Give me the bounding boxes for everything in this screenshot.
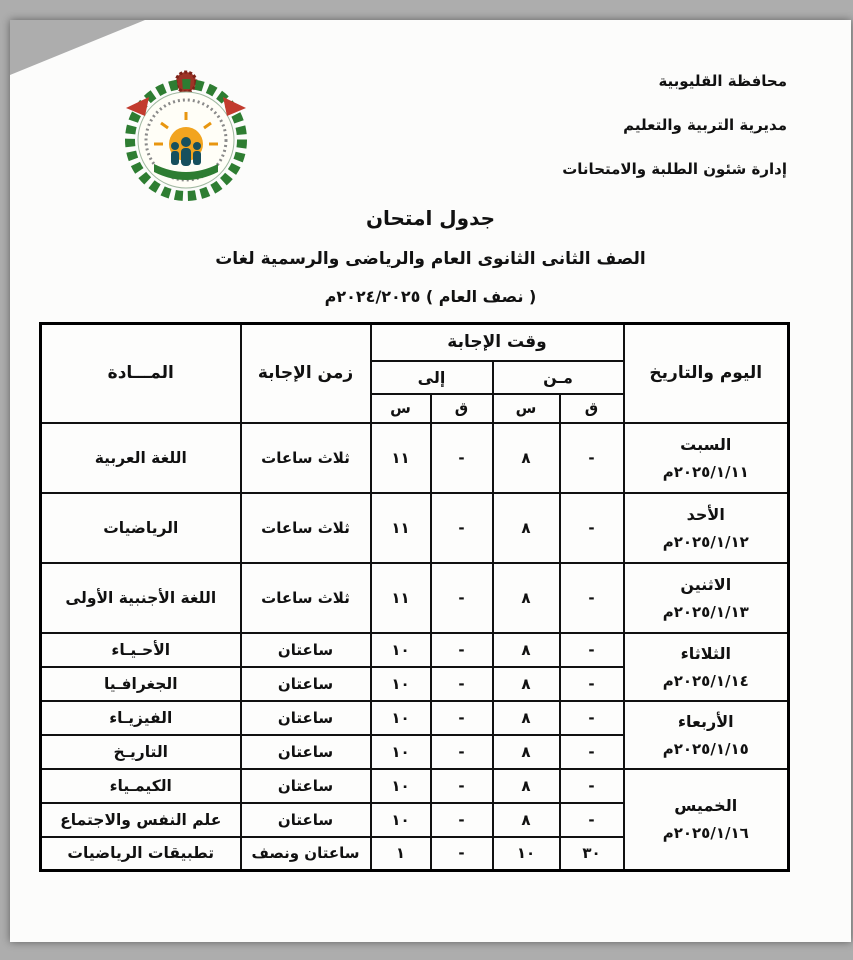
day-date-cell <box>624 633 789 701</box>
to-hours-cell: ١٠ <box>371 803 431 837</box>
to-minutes-cell: - <box>431 667 493 701</box>
duration-cell: ساعتان <box>241 803 371 837</box>
header-from: مـن <box>493 361 624 394</box>
day-date-cell <box>624 769 789 871</box>
to-hours-cell: ١٠ <box>371 735 431 769</box>
from-hours-cell: ٨ <box>493 735 560 769</box>
to-hours-cell: ١٠ <box>371 701 431 735</box>
from-hours-cell: ٨ <box>493 563 560 633</box>
exam-row <box>41 493 789 563</box>
duration-cell: ساعتان <box>241 701 371 735</box>
subject-cell: الفيزيـاء <box>41 701 241 735</box>
day-name: الخميس <box>674 796 738 816</box>
day-date-cell <box>624 423 789 493</box>
day-date: ٢٠٢٥/١/١٥م <box>662 739 749 758</box>
from-minutes-cell: ٣٠ <box>560 837 624 871</box>
document-page <box>10 20 851 942</box>
day-date: ٢٠٢٥/١/١٦م <box>662 824 749 843</box>
day-name: الثلاثاء <box>680 643 731 663</box>
from-minutes-cell: - <box>560 563 624 633</box>
to-minutes-cell: - <box>431 803 493 837</box>
from-minutes-cell: - <box>560 423 624 493</box>
from-minutes-cell: - <box>560 493 624 563</box>
from-minutes-cell: - <box>560 701 624 735</box>
from-minutes-cell: - <box>560 633 624 667</box>
from-minutes-cell: - <box>560 803 624 837</box>
exam-schedule-title: جدول امتحان <box>365 206 496 230</box>
day-date-cell <box>624 563 789 633</box>
header-to-minutes: ق <box>431 394 493 423</box>
subject-cell: التاريـخ <box>41 735 241 769</box>
duration-cell: ساعتان ونصف <box>241 837 371 871</box>
exam-row <box>41 701 789 735</box>
to-hours-cell: ١ <box>371 837 431 871</box>
to-minutes-cell: - <box>431 769 493 803</box>
logo-graphic <box>95 62 275 210</box>
header-answer-time: وقت الإجابة <box>371 324 624 361</box>
from-hours-cell: ٨ <box>493 423 560 493</box>
from-minutes-cell: - <box>560 735 624 769</box>
exam-row <box>41 423 789 493</box>
day-name: الأربعاء <box>677 711 734 731</box>
duration-cell: ساعتان <box>241 769 371 803</box>
to-hours-cell: ١٠ <box>371 667 431 701</box>
header-duration: زمن الإجابة <box>241 324 371 423</box>
term-and-year-line: ( نصف العام ) ٢٠٢٤/٢٠٢٥م <box>324 287 537 306</box>
org-line-governorate: محافظة القليوبية <box>658 72 787 90</box>
to-hours-cell: ١١ <box>371 423 431 493</box>
exam-row <box>41 769 789 803</box>
document-header <box>10 20 851 200</box>
subject-cell: اللغة العربية <box>41 423 241 493</box>
education-directorate-logo <box>95 62 275 210</box>
from-minutes-cell: - <box>560 667 624 701</box>
to-hours-cell: ١١ <box>371 563 431 633</box>
day-date-cell <box>624 701 789 769</box>
header-to-hours: س <box>371 394 431 423</box>
day-date: ٢٠٢٥/١/١٣م <box>662 602 749 621</box>
subject-cell: اللغة الأجنبية الأولى <box>41 563 241 633</box>
exam-grade-subtitle: الصف الثانى الثانوى العام والرياضى والرسمية لغات <box>215 249 646 269</box>
org-line-administration: إدارة شئون الطلبة والامتحانات <box>562 160 787 178</box>
exam-table-body <box>41 423 789 871</box>
subject-cell: علم النفس والاجتماع <box>41 803 241 837</box>
to-minutes-cell: - <box>431 701 493 735</box>
subject-cell: الجغرافـيا <box>41 667 241 701</box>
exam-schedule-table <box>39 322 790 872</box>
to-minutes-cell: - <box>431 423 493 493</box>
day-date: ٢٠٢٥/١/١٢م <box>662 532 749 551</box>
header-day-date: اليوم والتاريخ <box>624 324 789 423</box>
day-name: الأحد <box>686 504 725 524</box>
day-name: السبت <box>680 434 732 454</box>
to-minutes-cell: - <box>431 735 493 769</box>
from-hours-cell: ٨ <box>493 769 560 803</box>
header-from-minutes: ق <box>560 394 624 423</box>
header-to: إلى <box>371 361 493 394</box>
from-hours-cell: ٨ <box>493 633 560 667</box>
duration-cell: ساعتان <box>241 735 371 769</box>
duration-cell: ثلاث ساعات <box>241 563 371 633</box>
subject-cell: الكيمـياء <box>41 769 241 803</box>
duration-cell: ساعتان <box>241 633 371 667</box>
to-minutes-cell: - <box>431 633 493 667</box>
exam-row <box>41 563 789 633</box>
from-hours-cell: ٨ <box>493 493 560 563</box>
exam-row <box>41 633 789 667</box>
to-minutes-cell: - <box>431 563 493 633</box>
to-minutes-cell: - <box>431 493 493 563</box>
from-hours-cell: ٨ <box>493 667 560 701</box>
day-name: الاثنين <box>680 574 732 594</box>
duration-cell: ساعتان <box>241 667 371 701</box>
from-hours-cell: ٨ <box>493 803 560 837</box>
day-date-cell <box>624 493 789 563</box>
to-hours-cell: ١٠ <box>371 769 431 803</box>
subject-cell: الأحـيـاء <box>41 633 241 667</box>
day-date: ٢٠٢٥/١/١١م <box>662 462 749 481</box>
from-hours-cell: ٨ <box>493 701 560 735</box>
header-subject: المـــادة <box>41 324 241 423</box>
duration-cell: ثلاث ساعات <box>241 423 371 493</box>
header-from-hours: س <box>493 394 560 423</box>
header-row-1 <box>41 324 789 361</box>
from-minutes-cell: - <box>560 769 624 803</box>
subject-cell: تطبيقات الرياضيات <box>41 837 241 871</box>
subject-cell: الرياضيات <box>41 493 241 563</box>
from-hours-cell: ١٠ <box>493 837 560 871</box>
org-line-directorate: مديرية التربية والتعليم <box>623 116 787 134</box>
to-minutes-cell: - <box>431 837 493 871</box>
duration-cell: ثلاث ساعات <box>241 493 371 563</box>
to-hours-cell: ١١ <box>371 493 431 563</box>
day-date: ٢٠٢٥/١/١٤م <box>662 671 749 690</box>
to-hours-cell: ١٠ <box>371 633 431 667</box>
